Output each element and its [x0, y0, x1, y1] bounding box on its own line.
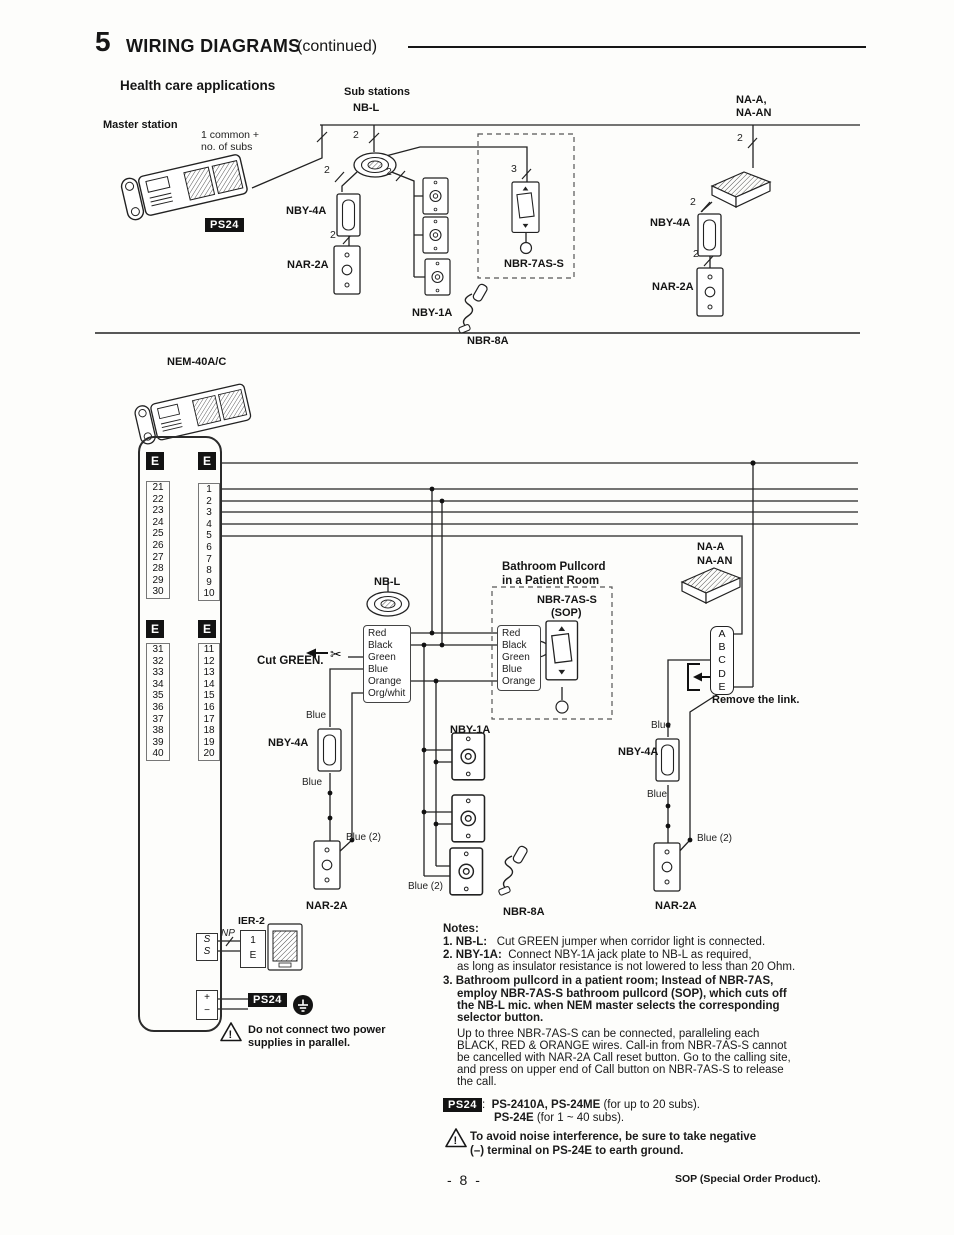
- nar2a-left-label: NAR-2A: [306, 900, 348, 912]
- nbr8a-label: NBR-8A: [467, 335, 509, 347]
- sub-stations-label: Sub stations: [344, 86, 411, 98]
- wire-count: 2: [324, 164, 330, 176]
- note-1-text: Cut GREEN jumper when corridor light is connected.: [496, 936, 766, 948]
- note-3-line2: employ NBR-7AS-S bathroom pullcord (SOP), which cuts off: [457, 988, 787, 1000]
- parallel-warning-line1: Do not connect two power: [248, 1024, 386, 1036]
- nby4a-label: NBY-4A: [286, 205, 327, 217]
- nbl-label: NB-L: [353, 102, 380, 114]
- earth-ground-icon: [293, 995, 313, 1015]
- terminal-1: 1: [250, 935, 256, 946]
- noise-warning-line1: To avoid noise interference, be sure to take negative: [470, 1131, 757, 1143]
- ps24e-rest: (for 1 ~ 40 subs).: [536, 1112, 625, 1124]
- e-terminal-badge: E: [198, 620, 216, 638]
- terminal-column-21-30: 21 22 23 24 25 26 27 28 29 30: [146, 481, 170, 599]
- parallel-warning-line2: supplies in parallel.: [248, 1037, 351, 1049]
- ps24-badge: PS24: [248, 993, 287, 1007]
- power-terminals-box: [196, 990, 218, 1020]
- wire-count: 2: [353, 129, 359, 141]
- nby1a-label: NBY-1A: [412, 307, 453, 319]
- e-terminal-badge: E: [198, 452, 216, 470]
- blue2-wire-label: Blue (2): [408, 881, 444, 892]
- s-terminal: S: [203, 934, 211, 945]
- nbl-label: NB-L: [374, 576, 401, 588]
- diagram1-title: Health care applications: [120, 78, 276, 93]
- blue2-wire-label: Blue (2): [697, 833, 733, 844]
- ps24-models-rest: (for up to 20 subs).: [603, 1099, 700, 1111]
- exclamation-icon: !: [228, 1029, 233, 1041]
- wire-count: 2: [693, 248, 699, 260]
- ps24-models-bold: PS-2410A, PS-24ME: [491, 1099, 601, 1111]
- note-3-para3: be cancelled with NAR-2A Call reset button. Go to the calling site,: [457, 1052, 791, 1064]
- nbl-wire-color-box: Red Black Green Blue Orange Org/whit: [363, 625, 411, 703]
- terminal-column-11-20: 11 12 13 14 15 16 17 18 19 20: [198, 643, 220, 761]
- note-2-cont: as long as insulator resistance is not lowered to less than 20 Ohm.: [457, 961, 796, 973]
- nar2a-right-label: NAR-2A: [655, 900, 697, 912]
- plus-terminal: +: [204, 992, 210, 1003]
- common-wires-note: 1 common +: [201, 129, 260, 141]
- naa-label: NA-A: [697, 541, 725, 553]
- note-3-para4: and press on upper end of Call button on NBR-7AS-S to release: [457, 1064, 784, 1076]
- e-terminal-badge: E: [146, 452, 164, 470]
- sop-label: (SOP): [551, 607, 582, 619]
- terminal-column-1-10: 1 2 3 4 5 6 7 8 9 10: [198, 483, 220, 601]
- nar2a-right-label: NAR-2A: [652, 281, 694, 293]
- e-terminal-badge: E: [146, 620, 164, 638]
- ps24-badge: PS24: [205, 218, 244, 232]
- naan-label: NA-AN: [736, 107, 772, 119]
- note-3-line3: the NB-L mic. when NEM master selects the corresponding: [457, 1000, 780, 1012]
- nar2a-label: NAR-2A: [287, 259, 329, 271]
- terminal-e: E: [249, 950, 257, 961]
- colon: :: [482, 1099, 486, 1111]
- bathroom-title2: in a Patient Room: [502, 575, 600, 587]
- nem-label: NEM-40A/C: [167, 356, 227, 368]
- nby4a-right-label: NBY-4A: [650, 217, 691, 229]
- pullcord-wire-color-box: Red Black Green Blue Orange: [497, 625, 541, 691]
- naan-label: NA-AN: [697, 555, 733, 567]
- header-rule: [408, 46, 866, 48]
- s-terminal: S: [203, 946, 211, 957]
- common-wires-note2: no. of subs: [201, 141, 253, 153]
- blue2-wire-label: Blue (2): [346, 832, 382, 843]
- exclamation-icon: !: [453, 1135, 458, 1147]
- blue-wire-label: Blue: [302, 777, 323, 788]
- master-station-label: Master station: [103, 119, 178, 131]
- abcde-terminal-strip: A B C D E: [710, 626, 734, 695]
- note-3-para1: Up to three NBR-7AS-S can be connected, paralleling each: [457, 1028, 760, 1040]
- section-title-suffix: (continued): [297, 38, 378, 55]
- bathroom-title: Bathroom Pullcord: [502, 561, 606, 573]
- note-3-para5: the call.: [457, 1076, 497, 1088]
- note-2-text: Connect NBY-1A jack plate to NB-L as required,: [508, 949, 752, 961]
- wire-count: 3: [511, 163, 517, 175]
- nby1a-label: NBY-1A: [450, 724, 491, 736]
- note-2: [443, 949, 752, 961]
- note-3-line4: selector button.: [457, 1012, 544, 1024]
- remove-link-label: Remove the link.: [712, 694, 800, 706]
- note-2-term: 2. NBY-1A:: [443, 949, 502, 961]
- ier2-label: IER-2: [238, 915, 265, 927]
- cut-green-label: Cut GREEN.: [257, 655, 324, 667]
- blue-wire-label: Blue: [306, 710, 327, 721]
- ps24-note-line2: [494, 1112, 624, 1124]
- scissors-icon: ✂: [330, 646, 342, 662]
- diagram2-wires: [216, 463, 858, 1009]
- minus-terminal: −: [204, 1005, 210, 1016]
- wire-count: 2: [690, 196, 696, 208]
- ier2-terminals-box: [240, 930, 266, 968]
- note-3-para2: BLACK, RED & ORANGE wires. Call-in from NBR-7AS-S cannot: [457, 1040, 787, 1052]
- blue-wire-label: Blue: [647, 789, 668, 800]
- section-title: WIRING DIAGRAMS: [126, 36, 301, 56]
- wire-count: 2: [330, 229, 336, 241]
- note-1: [443, 936, 765, 948]
- ps24e-bold: PS-24E: [494, 1112, 534, 1124]
- wire-count: 2: [737, 132, 743, 144]
- terminal-column-31-40: 31 32 33 34 35 36 37 38 39 40: [146, 643, 170, 761]
- nbr7ass-label: NBR-7AS-S: [504, 258, 564, 270]
- naa-label: NA-A,: [736, 94, 767, 106]
- nbr7ass-sop-label: NBR-7AS-S: [537, 594, 597, 606]
- nby4a-left-label: NBY-4A: [268, 737, 309, 749]
- nbr8a-label: NBR-8A: [503, 906, 545, 918]
- np-label: NP: [221, 928, 235, 939]
- blue-wire-label: Blue: [651, 720, 672, 731]
- note-1-term: 1. NB-L:: [443, 936, 488, 948]
- section-number: 5: [95, 26, 111, 57]
- page-number: - 8 -: [447, 1172, 482, 1188]
- s-terminals-box: [196, 933, 218, 961]
- wire-count: 2: [386, 166, 392, 178]
- sop-footnote: SOP (Special Order Product).: [675, 1173, 821, 1185]
- notes-heading: Notes:: [443, 923, 479, 935]
- noise-warning-line2: (–) terminal on PS-24E to earth ground.: [470, 1145, 684, 1157]
- ps24-note-line1: [482, 1099, 700, 1111]
- nby4a-right-label: NBY-4A: [618, 746, 659, 758]
- ps24-badge: PS24: [443, 1098, 482, 1112]
- note-3-line1: 3. Bathroom pullcord in a patient room; Instead of NBR-7AS,: [443, 975, 774, 987]
